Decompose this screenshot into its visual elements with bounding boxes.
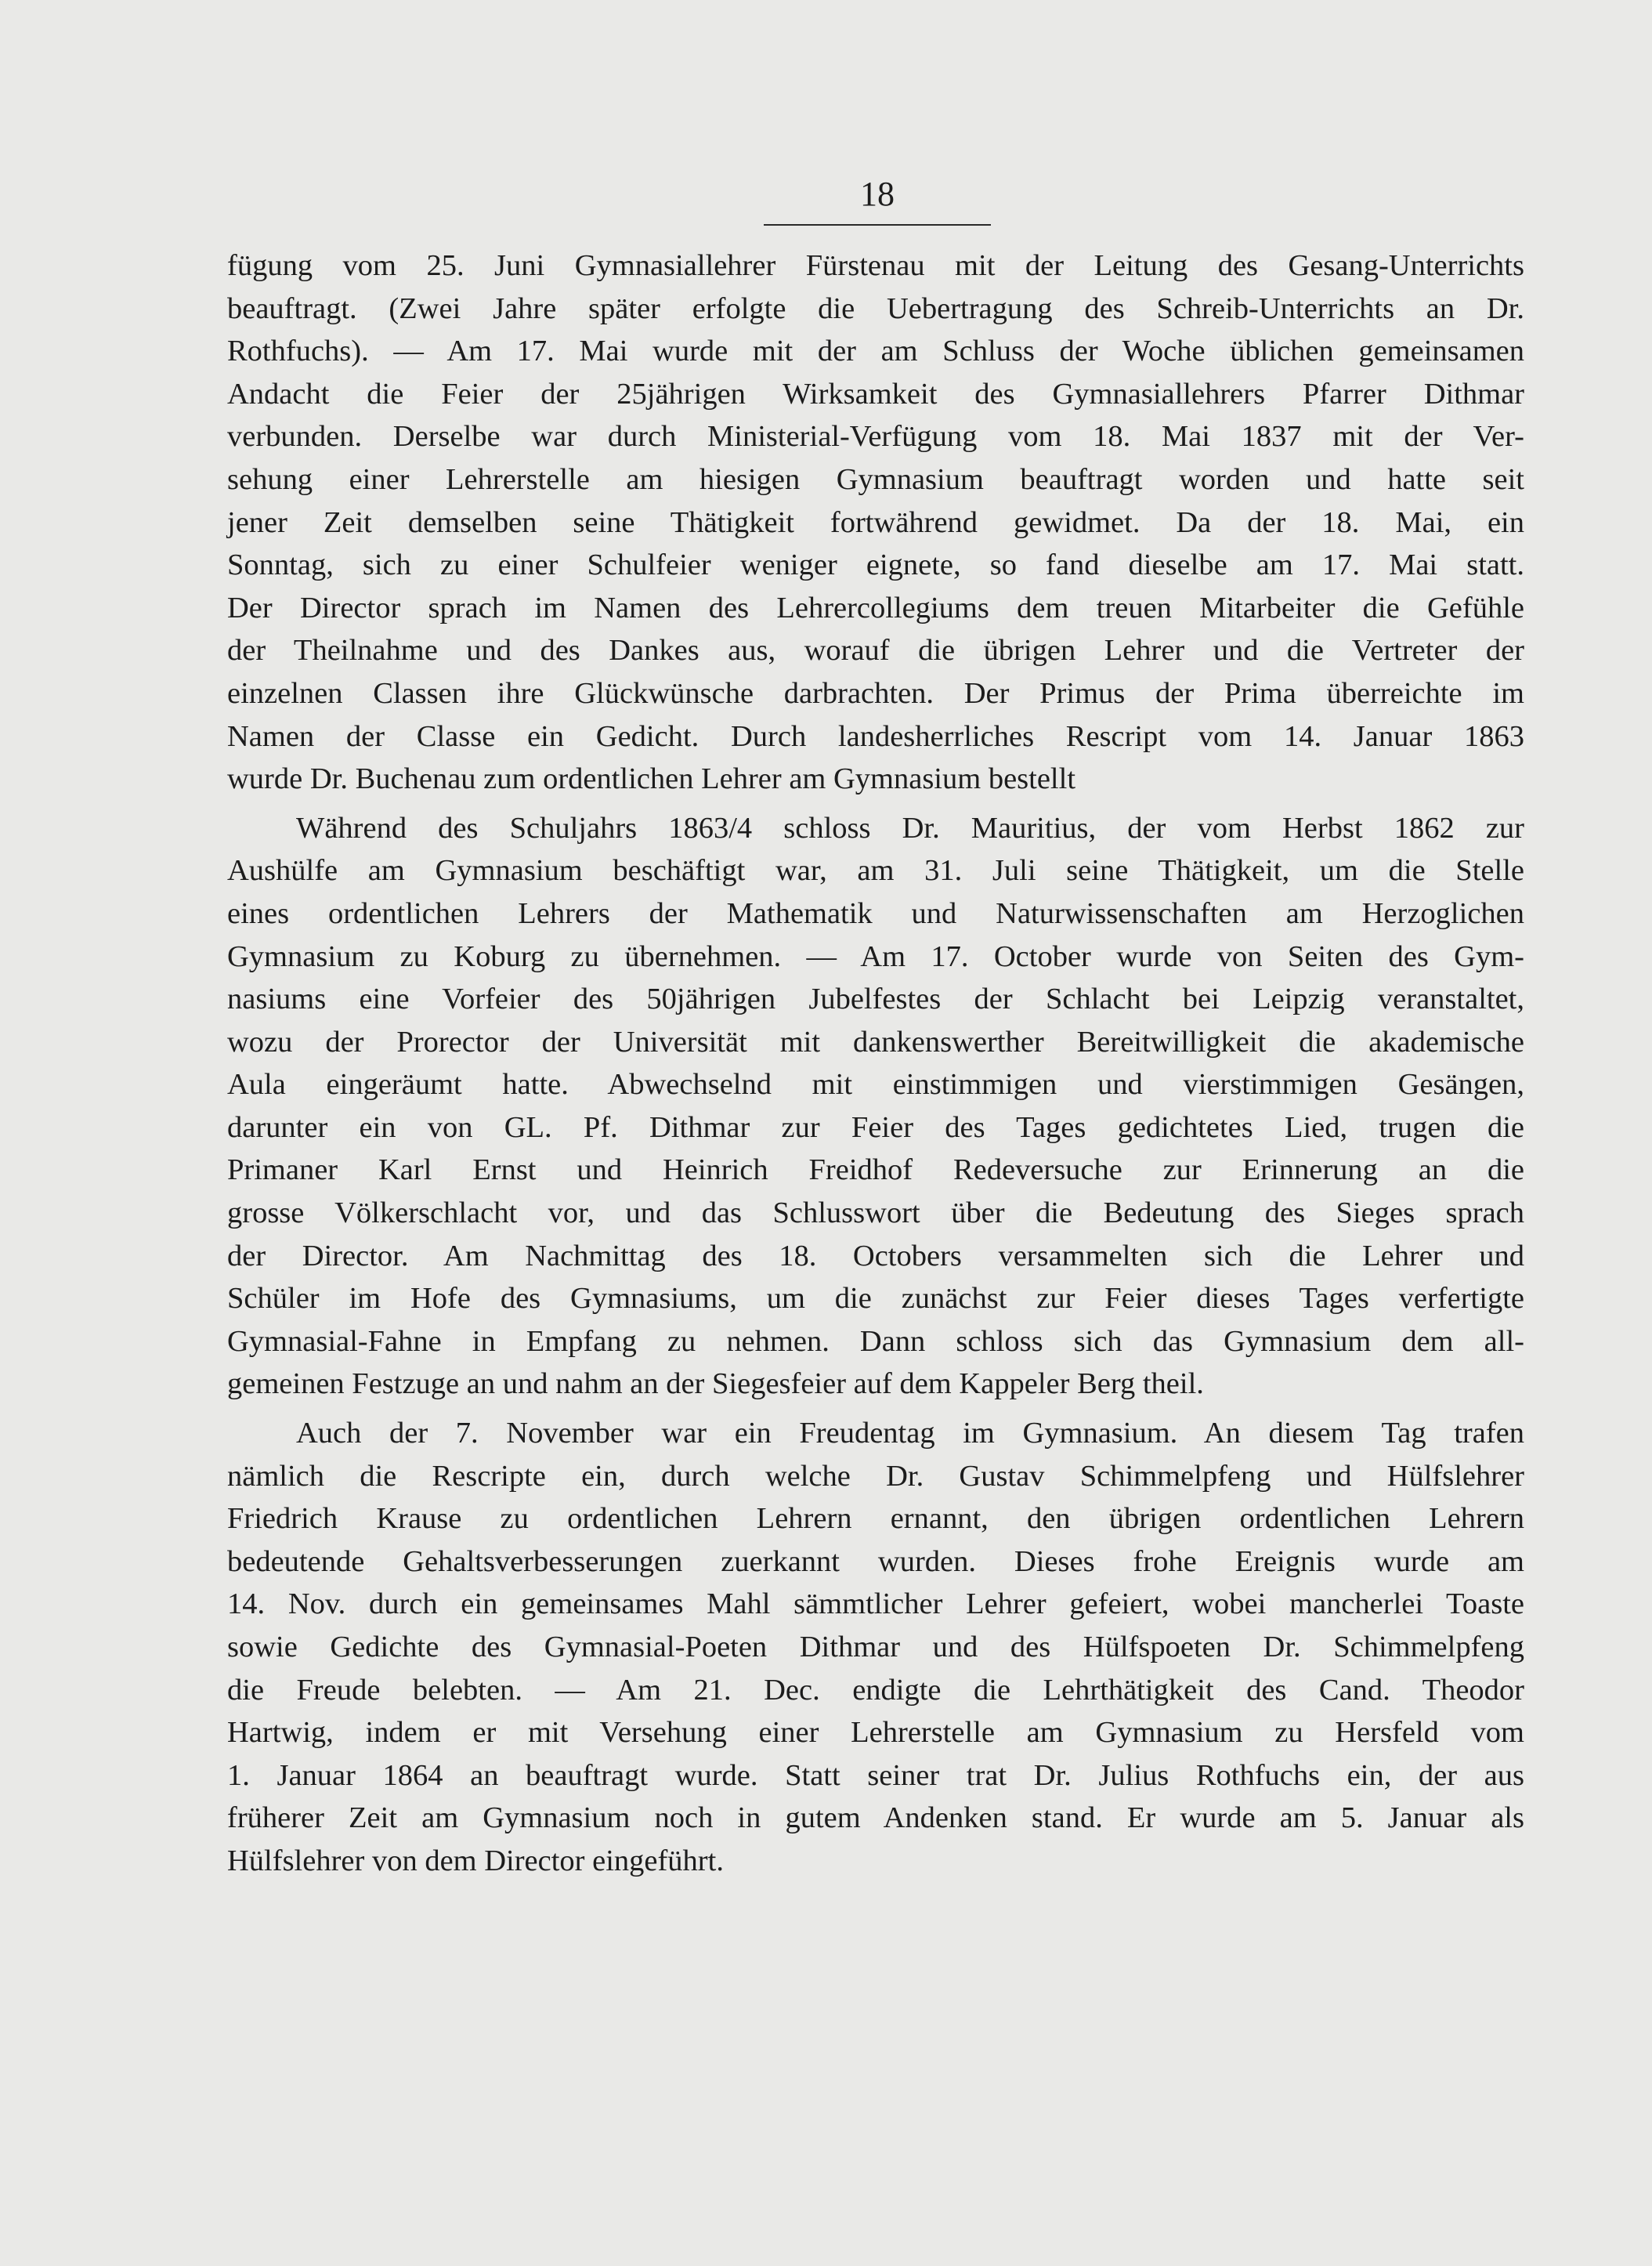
text-line: der Theilnahme und des Dankes aus, worauf die übrigen Lehrer und die Vertreter der [227,634,1524,668]
text-line: wozu der Prorector der Universität mit dankenswerther Bereitwilligkeit die akademische [227,1025,1524,1059]
body-text [227,244,1524,1883]
text-line: sehung einer Lehrerstelle am hiesigen Gymnasium beauftragt worden und hatte seit [227,462,1524,496]
paragraph-gap [227,801,1524,807]
text-line: Hülfslehrer von dem Director eingeführt. [227,1844,724,1877]
text-line: gemeinen Festzuge an und nahm an der Siegesfeier auf dem Kappeler Berg theil. [227,1367,1204,1401]
text-line: Während des Schuljahrs 1863/4 schloss Dr. Mauritius, der vom Herbst 1862 zur [296,811,1524,845]
paragraph-1 [227,244,1524,801]
text-line: Rothfuchs). — Am 17. Mai wurde mit der am Schluss der Woche üblichen gemeinsamen [227,335,1524,368]
text-line: sowie Gedichte des Gymnasial-Poeten Dithmar und des Hülfspoeten Dr. Schimmelpfeng [227,1631,1524,1663]
page-number: 18 [860,175,895,213]
paragraph-3 [227,1412,1524,1883]
text-line: verbunden. Derselbe war durch Ministerial-Verfügung vom 18. Mai 1837 mit der Ver- [227,420,1524,454]
text-line: grosse Völkerschlacht vor, und das Schlusswort über die Bedeutung des Sieges sprach [227,1196,1524,1230]
text-line: Hartwig, indem er mit Versehung einer Lehrerstelle am Gymnasium zu Hersfeld vom [227,1716,1524,1750]
text-line: früherer Zeit am Gymnasium noch in gutem Andenken stand. Er wurde am 5. Januar als [227,1801,1524,1835]
page-header [764,174,991,226]
text-line: jener Zeit demselben seine Thätigkeit fortwährend gewidmet. Da der 18. Mai, ein [227,505,1524,539]
text-line: Aula eingeräumt hatte. Abwechselnd mit einstimmigen und vierstimmigen Gesängen, [227,1068,1524,1102]
text-line: der Director. Am Nachmittag des 18. Octobers versammelten sich die Lehrer und [227,1239,1524,1272]
text-line: Auch der 7. November war ein Freudentag im Gymnasium. An diesem Tag trafen [296,1417,1524,1450]
text-line: Primaner Karl Ernst und Heinrich Freidhof Redeversuche zur Erinnerung an die [227,1153,1524,1187]
text-line: Der Director sprach im Namen des Lehrercollegiums dem treuen Mitarbeiter die Gefühle [227,591,1524,624]
text-line: 14. Nov. durch ein gemeinsames Mahl sämmtlicher Lehrer gefeiert, wobei mancherlei Toaste [227,1587,1524,1621]
text-line: Namen der Classe ein Gedicht. Durch landesherrliches Rescript vom 14. Januar 1863 [227,719,1524,753]
text-line: wurde Dr. Buchenau zum ordentlichen Lehrer am Gymnasium bestellt [227,762,1076,796]
text-line: eines ordentlichen Lehrers der Mathematik und Naturwissenschaften am Herzoglichen [227,896,1524,930]
text-line: Schüler im Hofe des Gymnasiums, um die zunächst zur Feier dieses Tages verfertigte [227,1282,1524,1316]
text-line: Gymnasial-Fahne in Empfang zu nehmen. Dann schloss sich das Gymnasium dem all- [227,1324,1524,1358]
text-line: darunter ein von GL. Pf. Dithmar zur Feier des Tages gedichtetes Lied, trugen die [227,1110,1524,1144]
text-line: Sonntag, sich zu einer Schulfeier weniger eignete, so fand dieselbe am 17. Mai statt. [227,548,1524,582]
text-line: die Freude belebten. — Am 21. Dec. endigte die Lehrthätigkeit des Cand. Theodor [227,1673,1524,1707]
header-rule [764,224,991,226]
text-line: nasiums eine Vorfeier des 50jährigen Jubelfestes der Schlacht bei Leipzig veranstaltet, [227,983,1524,1016]
text-line: einzelnen Classen ihre Glückwünsche darbrachten. Der Primus der Prima überreichte im [227,676,1524,710]
text-line: nämlich die Rescripte ein, durch welche Dr. Gustav Schimmelpfeng und Hülfslehrer [227,1459,1524,1493]
text-line: bedeutende Gehaltsverbesserungen zuerkannt wurden. Dieses frohe Ereignis wurde am [227,1544,1524,1578]
text-line: fügung vom 25. Juni Gymnasiallehrer Fürstenau mit der Leitung des Gesang-Unterrichts [227,249,1524,282]
text-line: Aushülfe am Gymnasium beschäftigt war, am 31. Juli seine Thätigkeit, um die Stelle [227,854,1524,888]
text-line: beauftragt. (Zwei Jahre später erfolgte die Uebertragung des Schreib-Unterrichts an Dr. [227,291,1524,325]
text-line: Gymnasium zu Koburg zu übernehmen. — Am 17. October wurde von Seiten des Gym- [227,939,1524,973]
text-line: Andacht die Feier der 25jährigen Wirksamkeit des Gymnasiallehrers Pfarrer Dithmar [227,377,1524,411]
text-line: Friedrich Krause zu ordentlichen Lehrern ernannt, den übrigen ordentlichen Lehrern [227,1502,1524,1536]
paragraph-2 [227,807,1524,1406]
paragraph-gap [227,1406,1524,1412]
text-line: 1. Januar 1864 an beauftragt wurde. Statt seiner trat Dr. Julius Rothfuchs ein, der aus [227,1758,1524,1792]
